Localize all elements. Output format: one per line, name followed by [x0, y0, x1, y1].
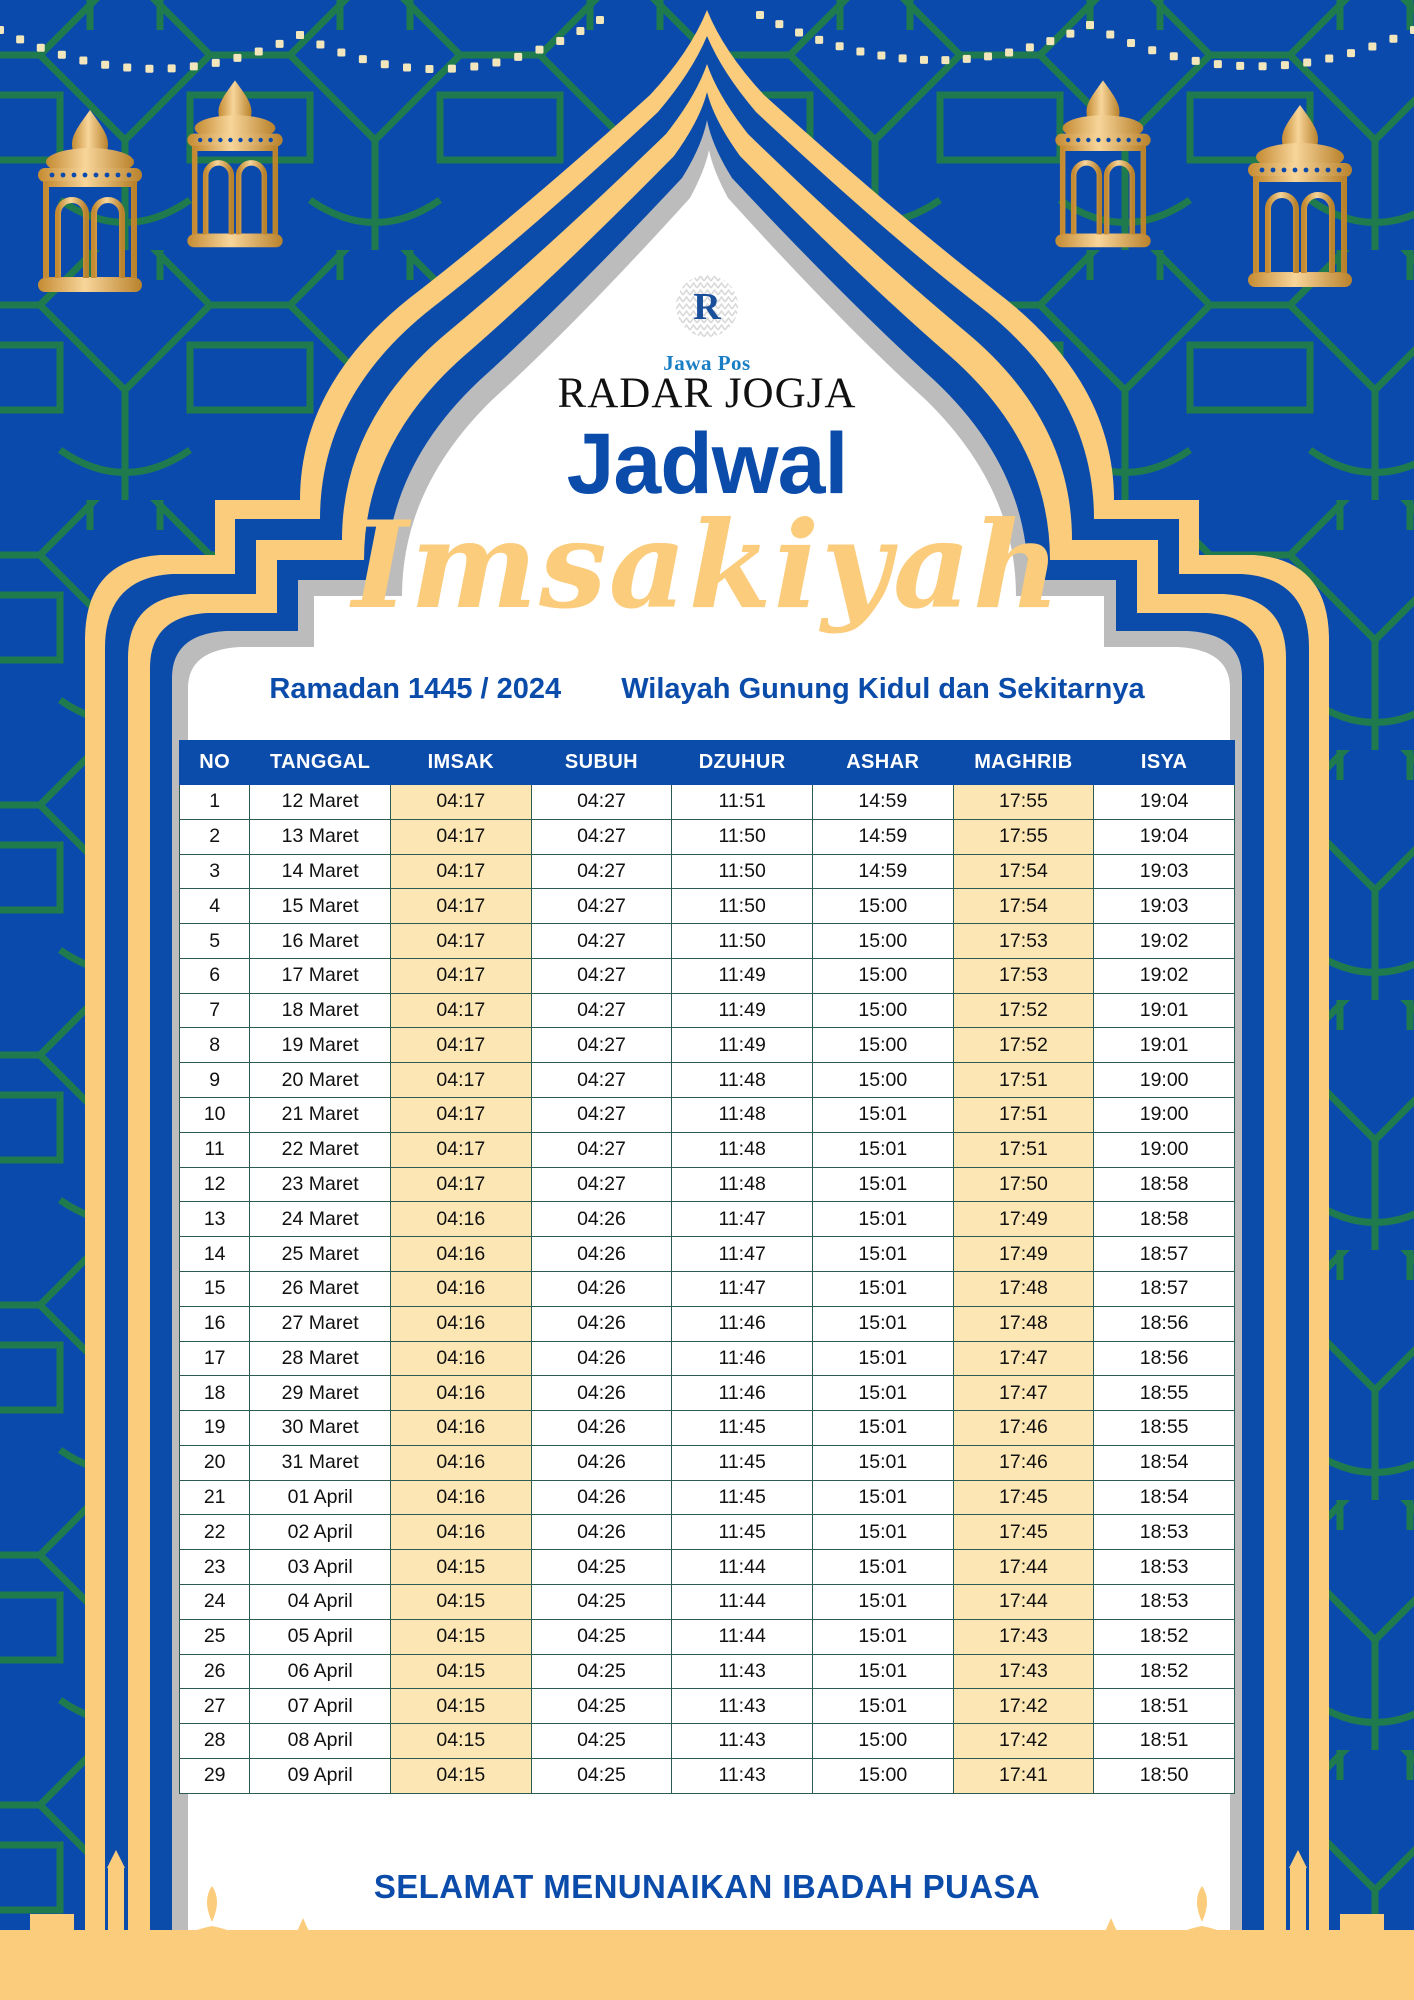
cell-maghrib: 17:46: [953, 1411, 1094, 1446]
cell-dzuhur: 11:51: [672, 785, 813, 820]
cell-no: 18: [180, 1376, 250, 1411]
cell-subuh: 04:27: [531, 785, 672, 820]
cell-ashar: 15:01: [812, 1654, 953, 1689]
cell-ashar: 15:00: [812, 1724, 953, 1759]
cell-ashar: 15:00: [812, 958, 953, 993]
cell-tanggal: 01 April: [250, 1480, 391, 1515]
table-row: [180, 1654, 1235, 1689]
cell-tanggal: 02 April: [250, 1515, 391, 1550]
cell-no: 27: [180, 1689, 250, 1724]
cell-subuh: 04:26: [531, 1271, 672, 1306]
cell-no: 7: [180, 993, 250, 1028]
cell-maghrib: 17:49: [953, 1202, 1094, 1237]
cell-maghrib: 17:42: [953, 1689, 1094, 1724]
cell-tanggal: 06 April: [250, 1654, 391, 1689]
cell-imsak: 04:16: [390, 1376, 531, 1411]
cell-ashar: 15:01: [812, 1619, 953, 1654]
cell-dzuhur: 11:49: [672, 958, 813, 993]
page-title-jadwal: Jadwal: [566, 416, 848, 512]
cell-dzuhur: 11:45: [672, 1515, 813, 1550]
table-row: [180, 1132, 1235, 1167]
cell-ashar: 15:01: [812, 1376, 953, 1411]
cell-tanggal: 22 Maret: [250, 1132, 391, 1167]
page-title-imsakiyah: Imsakiyah: [352, 495, 1062, 636]
cell-isya: 18:55: [1094, 1376, 1235, 1411]
cell-no: 10: [180, 1098, 250, 1133]
cell-ashar: 15:01: [812, 1550, 953, 1585]
cell-imsak: 04:15: [390, 1689, 531, 1724]
cell-maghrib: 17:51: [953, 1063, 1094, 1098]
cell-imsak: 04:16: [390, 1445, 531, 1480]
column-header-maghrib: MAGHRIB: [953, 741, 1094, 785]
cell-isya: 18:53: [1094, 1584, 1235, 1619]
cell-ashar: 15:01: [812, 1689, 953, 1724]
cell-no: 3: [180, 854, 250, 889]
table-body: [180, 785, 1235, 1794]
cell-subuh: 04:25: [531, 1654, 672, 1689]
cell-subuh: 04:27: [531, 1063, 672, 1098]
cell-tanggal: 12 Maret: [250, 785, 391, 820]
cell-no: 9: [180, 1063, 250, 1098]
cell-dzuhur: 11:49: [672, 993, 813, 1028]
cell-tanggal: 20 Maret: [250, 1063, 391, 1098]
cell-maghrib: 17:53: [953, 924, 1094, 959]
table-row: [180, 958, 1235, 993]
cell-maghrib: 17:52: [953, 1028, 1094, 1063]
cell-isya: 19:01: [1094, 1028, 1235, 1063]
cell-tanggal: 08 April: [250, 1724, 391, 1759]
cell-ashar: 15:00: [812, 1063, 953, 1098]
cell-ashar: 15:00: [812, 889, 953, 924]
table-row: [180, 1411, 1235, 1446]
cell-ashar: 15:01: [812, 1584, 953, 1619]
cell-subuh: 04:27: [531, 854, 672, 889]
brand-logo: [155, 275, 1259, 415]
cell-isya: 19:02: [1094, 924, 1235, 959]
cell-imsak: 04:15: [390, 1654, 531, 1689]
cell-subuh: 04:25: [531, 1584, 672, 1619]
cell-tanggal: 19 Maret: [250, 1028, 391, 1063]
cell-ashar: 15:00: [812, 1028, 953, 1063]
cell-subuh: 04:27: [531, 1028, 672, 1063]
cell-no: 17: [180, 1341, 250, 1376]
cell-dzuhur: 11:47: [672, 1237, 813, 1272]
cell-subuh: 04:25: [531, 1758, 672, 1793]
cell-dzuhur: 11:45: [672, 1411, 813, 1446]
cell-maghrib: 17:54: [953, 854, 1094, 889]
brand-name: RADAR JOGJA: [557, 370, 857, 417]
cell-tanggal: 25 Maret: [250, 1237, 391, 1272]
cell-subuh: 04:25: [531, 1619, 672, 1654]
cell-ashar: 15:01: [812, 1271, 953, 1306]
cell-isya: 19:00: [1094, 1063, 1235, 1098]
cell-ashar: 15:01: [812, 1341, 953, 1376]
cell-subuh: 04:26: [531, 1341, 672, 1376]
cell-subuh: 04:25: [531, 1724, 672, 1759]
cell-maghrib: 17:52: [953, 993, 1094, 1028]
table-row: [180, 1202, 1235, 1237]
table-row: [180, 1271, 1235, 1306]
cell-tanggal: 31 Maret: [250, 1445, 391, 1480]
cell-no: 6: [180, 958, 250, 993]
cell-isya: 18:50: [1094, 1758, 1235, 1793]
cell-subuh: 04:26: [531, 1306, 672, 1341]
cell-imsak: 04:17: [390, 958, 531, 993]
cell-ashar: 15:01: [812, 1480, 953, 1515]
cell-dzuhur: 11:44: [672, 1584, 813, 1619]
subtitle-row: [155, 673, 1259, 706]
cell-subuh: 04:26: [531, 1202, 672, 1237]
cell-imsak: 04:17: [390, 1098, 531, 1133]
cell-no: 22: [180, 1515, 250, 1550]
cell-subuh: 04:26: [531, 1480, 672, 1515]
cell-imsak: 04:15: [390, 1758, 531, 1793]
cell-dzuhur: 11:46: [672, 1306, 813, 1341]
cell-dzuhur: 11:47: [672, 1271, 813, 1306]
cell-no: 19: [180, 1411, 250, 1446]
cell-imsak: 04:16: [390, 1411, 531, 1446]
cell-isya: 19:02: [1094, 958, 1235, 993]
table-row: [180, 1445, 1235, 1480]
cell-dzuhur: 11:49: [672, 1028, 813, 1063]
cell-isya: 18:52: [1094, 1654, 1235, 1689]
table-row: [180, 889, 1235, 924]
cell-imsak: 04:17: [390, 924, 531, 959]
table-row: [180, 1306, 1235, 1341]
cell-no: 24: [180, 1584, 250, 1619]
cell-ashar: 15:01: [812, 1445, 953, 1480]
column-header-no: NO: [180, 741, 250, 785]
cell-ashar: 15:01: [812, 1098, 953, 1133]
cell-no: 15: [180, 1271, 250, 1306]
cell-maghrib: 17:43: [953, 1654, 1094, 1689]
ramadan-label: Ramadan 1445 / 2024: [269, 673, 562, 705]
cell-dzuhur: 11:43: [672, 1689, 813, 1724]
table-row: [180, 924, 1235, 959]
cell-subuh: 04:27: [531, 819, 672, 854]
cell-subuh: 04:25: [531, 1550, 672, 1585]
cell-isya: 18:57: [1094, 1271, 1235, 1306]
cell-maghrib: 17:51: [953, 1132, 1094, 1167]
cell-tanggal: 07 April: [250, 1689, 391, 1724]
table-row: [180, 993, 1235, 1028]
footer-greeting: SELAMAT MENUNAIKAN IBADAH PUASA: [373, 1868, 1041, 1905]
svg-text:R: R: [693, 286, 721, 328]
cell-isya: 18:52: [1094, 1619, 1235, 1654]
column-header-subuh: SUBUH: [531, 741, 672, 785]
radar-monogram-icon: [676, 275, 738, 337]
cell-ashar: 14:59: [812, 785, 953, 820]
cell-dzuhur: 11:50: [672, 924, 813, 959]
cell-no: 2: [180, 819, 250, 854]
cell-isya: 19:00: [1094, 1098, 1235, 1133]
cell-tanggal: 28 Maret: [250, 1341, 391, 1376]
cell-imsak: 04:16: [390, 1515, 531, 1550]
cell-isya: 18:56: [1094, 1341, 1235, 1376]
cell-ashar: 15:00: [812, 1758, 953, 1793]
cell-maghrib: 17:55: [953, 819, 1094, 854]
cell-maghrib: 17:43: [953, 1619, 1094, 1654]
cell-imsak: 04:16: [390, 1271, 531, 1306]
cell-dzuhur: 11:45: [672, 1445, 813, 1480]
cell-subuh: 04:27: [531, 1167, 672, 1202]
column-header-imsak: IMSAK: [390, 741, 531, 785]
cell-subuh: 04:27: [531, 958, 672, 993]
cell-ashar: 15:01: [812, 1202, 953, 1237]
cell-maghrib: 17:55: [953, 785, 1094, 820]
cell-maghrib: 17:44: [953, 1550, 1094, 1585]
cell-dzuhur: 11:48: [672, 1098, 813, 1133]
cell-tanggal: 04 April: [250, 1584, 391, 1619]
table-row: [180, 819, 1235, 854]
cell-ashar: 15:01: [812, 1306, 953, 1341]
cell-ashar: 15:01: [812, 1515, 953, 1550]
cell-no: 12: [180, 1167, 250, 1202]
prayer-schedule-table: [179, 740, 1235, 1794]
cell-maghrib: 17:49: [953, 1237, 1094, 1272]
cell-no: 28: [180, 1724, 250, 1759]
cell-dzuhur: 11:46: [672, 1341, 813, 1376]
table-row: [180, 1028, 1235, 1063]
cell-maghrib: 17:47: [953, 1341, 1094, 1376]
cell-dzuhur: 11:44: [672, 1550, 813, 1585]
cell-imsak: 04:15: [390, 1619, 531, 1654]
table-row: [180, 1515, 1235, 1550]
cell-tanggal: 16 Maret: [250, 924, 391, 959]
cell-subuh: 04:27: [531, 889, 672, 924]
cell-imsak: 04:16: [390, 1341, 531, 1376]
table-row: [180, 785, 1235, 820]
cell-imsak: 04:15: [390, 1584, 531, 1619]
cell-maghrib: 17:42: [953, 1724, 1094, 1759]
cell-tanggal: 15 Maret: [250, 889, 391, 924]
cell-tanggal: 27 Maret: [250, 1306, 391, 1341]
cell-imsak: 04:17: [390, 1028, 531, 1063]
cell-isya: 18:56: [1094, 1306, 1235, 1341]
cell-imsak: 04:16: [390, 1237, 531, 1272]
cell-maghrib: 17:48: [953, 1271, 1094, 1306]
table-row: [180, 1237, 1235, 1272]
cell-maghrib: 17:51: [953, 1098, 1094, 1133]
cell-imsak: 04:17: [390, 1063, 531, 1098]
cell-imsak: 04:17: [390, 854, 531, 889]
cell-isya: 18:53: [1094, 1550, 1235, 1585]
cell-ashar: 15:01: [812, 1132, 953, 1167]
cell-subuh: 04:27: [531, 924, 672, 959]
cell-dzuhur: 11:50: [672, 854, 813, 889]
table-header-row: [180, 741, 1235, 785]
cell-ashar: 15:00: [812, 924, 953, 959]
mosque-skyline-icon: [0, 1810, 1414, 2000]
cell-maghrib: 17:48: [953, 1306, 1094, 1341]
cell-ashar: 15:01: [812, 1167, 953, 1202]
cell-imsak: 04:16: [390, 1202, 531, 1237]
table-row: [180, 1376, 1235, 1411]
cell-subuh: 04:26: [531, 1237, 672, 1272]
cell-imsak: 04:17: [390, 1167, 531, 1202]
cell-maghrib: 17:47: [953, 1376, 1094, 1411]
cell-maghrib: 17:46: [953, 1445, 1094, 1480]
table-row: [180, 1584, 1235, 1619]
cell-dzuhur: 11:44: [672, 1619, 813, 1654]
cell-dzuhur: 11:50: [672, 889, 813, 924]
table-row: [180, 1724, 1235, 1759]
cell-isya: 19:03: [1094, 889, 1235, 924]
table-row: [180, 1167, 1235, 1202]
cell-subuh: 04:27: [531, 993, 672, 1028]
cell-dzuhur: 11:43: [672, 1758, 813, 1793]
cell-tanggal: 24 Maret: [250, 1202, 391, 1237]
cell-no: 4: [180, 889, 250, 924]
cell-isya: 18:58: [1094, 1167, 1235, 1202]
cell-ashar: 15:01: [812, 1237, 953, 1272]
cell-tanggal: 14 Maret: [250, 854, 391, 889]
cell-dzuhur: 11:43: [672, 1654, 813, 1689]
cell-maghrib: 17:44: [953, 1584, 1094, 1619]
cell-maghrib: 17:45: [953, 1515, 1094, 1550]
cell-subuh: 04:26: [531, 1376, 672, 1411]
table-row: [180, 1689, 1235, 1724]
cell-dzuhur: 11:47: [672, 1202, 813, 1237]
region-label: Wilayah Gunung Kidul dan Sekitarnya: [621, 673, 1145, 705]
cell-no: 11: [180, 1132, 250, 1167]
cell-dzuhur: 11:46: [672, 1376, 813, 1411]
column-header-dzuhur: DZUHUR: [672, 741, 813, 785]
cell-isya: 19:04: [1094, 819, 1235, 854]
cell-no: 23: [180, 1550, 250, 1585]
column-header-tanggal: TANGGAL: [250, 741, 391, 785]
cell-isya: 19:03: [1094, 854, 1235, 889]
cell-maghrib: 17:45: [953, 1480, 1094, 1515]
table-row: [180, 1480, 1235, 1515]
table-row: [180, 1619, 1235, 1654]
table-row: [180, 1341, 1235, 1376]
cell-no: 1: [180, 785, 250, 820]
cell-ashar: 14:59: [812, 854, 953, 889]
cell-isya: 18:54: [1094, 1480, 1235, 1515]
cell-tanggal: 29 Maret: [250, 1376, 391, 1411]
cell-tanggal: 30 Maret: [250, 1411, 391, 1446]
cell-tanggal: 26 Maret: [250, 1271, 391, 1306]
cell-isya: 18:51: [1094, 1724, 1235, 1759]
cell-isya: 19:01: [1094, 993, 1235, 1028]
cell-tanggal: 21 Maret: [250, 1098, 391, 1133]
cell-imsak: 04:15: [390, 1724, 531, 1759]
cell-dzuhur: 11:45: [672, 1480, 813, 1515]
cell-ashar: 14:59: [812, 819, 953, 854]
cell-no: 20: [180, 1445, 250, 1480]
cell-isya: 18:54: [1094, 1445, 1235, 1480]
cell-no: 5: [180, 924, 250, 959]
cell-tanggal: 03 April: [250, 1550, 391, 1585]
cell-imsak: 04:17: [390, 819, 531, 854]
column-header-ashar: ASHAR: [812, 741, 953, 785]
cell-ashar: 15:01: [812, 1411, 953, 1446]
cell-imsak: 04:17: [390, 1132, 531, 1167]
cell-maghrib: 17:54: [953, 889, 1094, 924]
cell-tanggal: 18 Maret: [250, 993, 391, 1028]
cell-no: 29: [180, 1758, 250, 1793]
cell-tanggal: 13 Maret: [250, 819, 391, 854]
cell-no: 16: [180, 1306, 250, 1341]
table-row: [180, 1063, 1235, 1098]
cell-dzuhur: 11:48: [672, 1132, 813, 1167]
cell-dzuhur: 11:43: [672, 1724, 813, 1759]
brand-kicker: Jawa Pos: [663, 351, 751, 375]
cell-isya: 18:55: [1094, 1411, 1235, 1446]
cell-tanggal: 23 Maret: [250, 1167, 391, 1202]
cell-isya: 18:51: [1094, 1689, 1235, 1724]
cell-no: 8: [180, 1028, 250, 1063]
cell-no: 21: [180, 1480, 250, 1515]
cell-subuh: 04:25: [531, 1689, 672, 1724]
cell-no: 26: [180, 1654, 250, 1689]
cell-imsak: 04:17: [390, 993, 531, 1028]
cell-isya: 18:58: [1094, 1202, 1235, 1237]
cell-subuh: 04:26: [531, 1411, 672, 1446]
cell-imsak: 04:17: [390, 785, 531, 820]
cell-subuh: 04:27: [531, 1132, 672, 1167]
cell-imsak: 04:15: [390, 1550, 531, 1585]
cell-tanggal: 09 April: [250, 1758, 391, 1793]
cell-dzuhur: 11:48: [672, 1167, 813, 1202]
column-header-isya: ISYA: [1094, 741, 1235, 785]
cell-subuh: 04:26: [531, 1515, 672, 1550]
cell-imsak: 04:16: [390, 1480, 531, 1515]
table-row: [180, 1098, 1235, 1133]
cell-isya: 19:00: [1094, 1132, 1235, 1167]
table-row: [180, 1758, 1235, 1793]
cell-tanggal: 05 April: [250, 1619, 391, 1654]
cell-maghrib: 17:41: [953, 1758, 1094, 1793]
cell-isya: 18:57: [1094, 1237, 1235, 1272]
cell-tanggal: 17 Maret: [250, 958, 391, 993]
cell-isya: 19:04: [1094, 785, 1235, 820]
cell-isya: 18:53: [1094, 1515, 1235, 1550]
cell-no: 14: [180, 1237, 250, 1272]
cell-maghrib: 17:53: [953, 958, 1094, 993]
cell-subuh: 04:26: [531, 1445, 672, 1480]
cell-dzuhur: 11:50: [672, 819, 813, 854]
cell-maghrib: 17:50: [953, 1167, 1094, 1202]
cell-imsak: 04:17: [390, 889, 531, 924]
cell-ashar: 15:00: [812, 993, 953, 1028]
cell-dzuhur: 11:48: [672, 1063, 813, 1098]
cell-imsak: 04:16: [390, 1306, 531, 1341]
cell-no: 25: [180, 1619, 250, 1654]
cell-subuh: 04:27: [531, 1098, 672, 1133]
table-row: [180, 854, 1235, 889]
table-row: [180, 1550, 1235, 1585]
cell-no: 13: [180, 1202, 250, 1237]
